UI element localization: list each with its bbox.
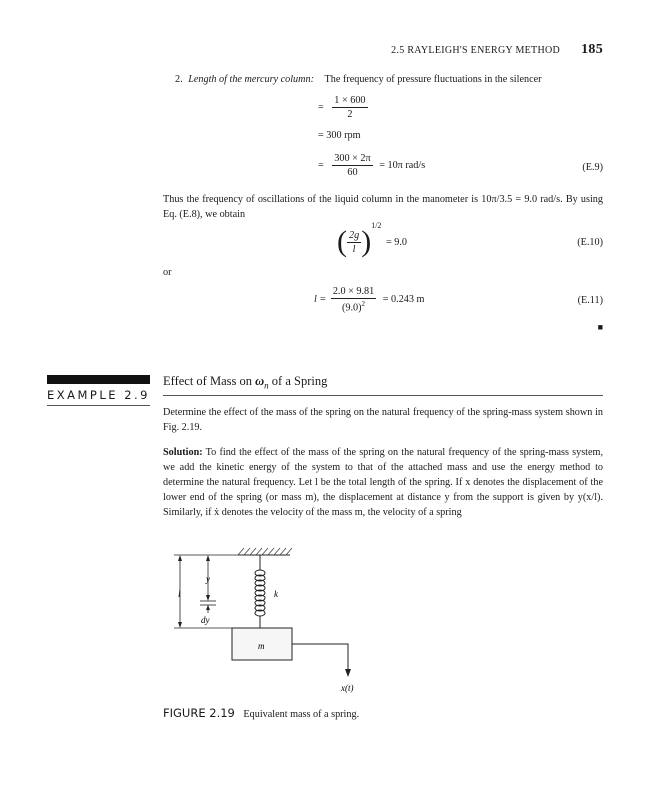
figure-spring-mass — [160, 545, 380, 700]
header-section-title: 2.5 RAYLEIGH'S ENERGY METHOD — [391, 45, 561, 56]
equation-5 — [314, 286, 424, 313]
example-statement: Determine the effect of the mass of the spring on the natural frequency of the spring-mass system shown in Fig. 2.19. — [163, 407, 603, 433]
solution-paragraph — [163, 445, 603, 520]
solution-label: Solution: — [163, 447, 203, 458]
item-label: Length of the mercury column: — [188, 74, 314, 85]
eq5-denominator-exp: 2 — [361, 300, 366, 308]
end-of-example-mark: ■ — [597, 322, 603, 332]
item-2-line — [175, 72, 542, 87]
page-number: 185 — [581, 42, 603, 57]
l-label: l — [178, 589, 181, 599]
omega-symbol: ω — [255, 374, 265, 388]
eq1-numerator: 1 × 600 — [334, 95, 366, 106]
connector-or: or — [163, 267, 172, 278]
figure-caption-label: FIGURE 2.19 — [163, 706, 235, 720]
equation-2: = 300 rpm — [318, 130, 361, 141]
eq5-numerator: 2.0 × 9.81 — [332, 286, 375, 297]
displacement-label: x(t) — [341, 683, 354, 693]
spring-coil — [255, 555, 265, 628]
example-label: EXAMPLE 2.9 — [47, 388, 150, 402]
equation-3: = $\frac{300 \times 2\pi}{60}$ = 10π rad/s — [318, 153, 426, 178]
solution-text: To find the effect of the mass of the spring on the natural frequency of the spring-mass system, we add the kinetic energy of the system to that of the attached mass and use the energy method to determine the natural frequency. Let l be the total length of the spring. If x denotes the displacement of the lower end of the spring (or mass m), the displacement at distance y from the support is given by y(x/l). Similarly, if ẋ denotes the velocity of the mass m, the velocity of a spring — [163, 447, 603, 518]
equation-number-e9: (E.9) — [582, 162, 603, 173]
y-label: y — [206, 574, 210, 584]
figure-caption — [163, 706, 393, 722]
displacement-arrowhead — [345, 669, 351, 677]
mass-m-label: m — [258, 641, 265, 651]
equation-4: ( $\frac{2g}{l}$ )$^{1/2}$ = 9.0 — [337, 220, 407, 258]
eq3-result: = 10π rad/s — [379, 160, 426, 171]
running-header — [391, 42, 603, 58]
figure-caption-text: Equivalent mass of a spring. — [243, 709, 360, 720]
equation-1: = $\frac{1 \times 600}{2}$ — [318, 95, 366, 120]
ceiling-hatch — [238, 548, 292, 555]
eq1-denominator: 2 — [347, 109, 353, 120]
item-number: 2. — [175, 74, 183, 85]
example-underline — [47, 405, 150, 406]
eq4-result: = 9.0 — [385, 236, 407, 248]
eq5-result: = 0.243 m — [382, 294, 425, 306]
eq3-numerator: 300 × 2π — [334, 153, 371, 164]
example-title: Effect of Mass on $\omega_n$ of a Spring — [163, 374, 328, 391]
spring-k-label: k — [274, 589, 278, 599]
equation-number-e11: (E.11) — [577, 295, 603, 306]
eq4-exponent: 1/2 — [371, 220, 382, 230]
eq5-lhs: l = — [314, 294, 327, 306]
eq5-denominator: (9.0) — [342, 302, 362, 314]
eq3-denominator: 60 — [347, 167, 358, 178]
paragraph-oscillation: Thus the frequency of oscillations of the liquid column in the manometer is 10π/3.5 = 9.0 rad/s. By using Eq. (E.8), we obtain — [163, 194, 603, 220]
displacement-line — [292, 644, 348, 670]
eq4-denominator: l — [352, 243, 356, 255]
eq4-numerator: 2g — [349, 229, 360, 241]
equation-number-e10: (E.10) — [577, 237, 603, 248]
dy-label: dy — [201, 615, 210, 625]
item-text: The frequency of pressure fluctuations in the silencer — [324, 74, 542, 85]
example-title-rule — [163, 395, 603, 396]
example-bar — [47, 375, 150, 384]
